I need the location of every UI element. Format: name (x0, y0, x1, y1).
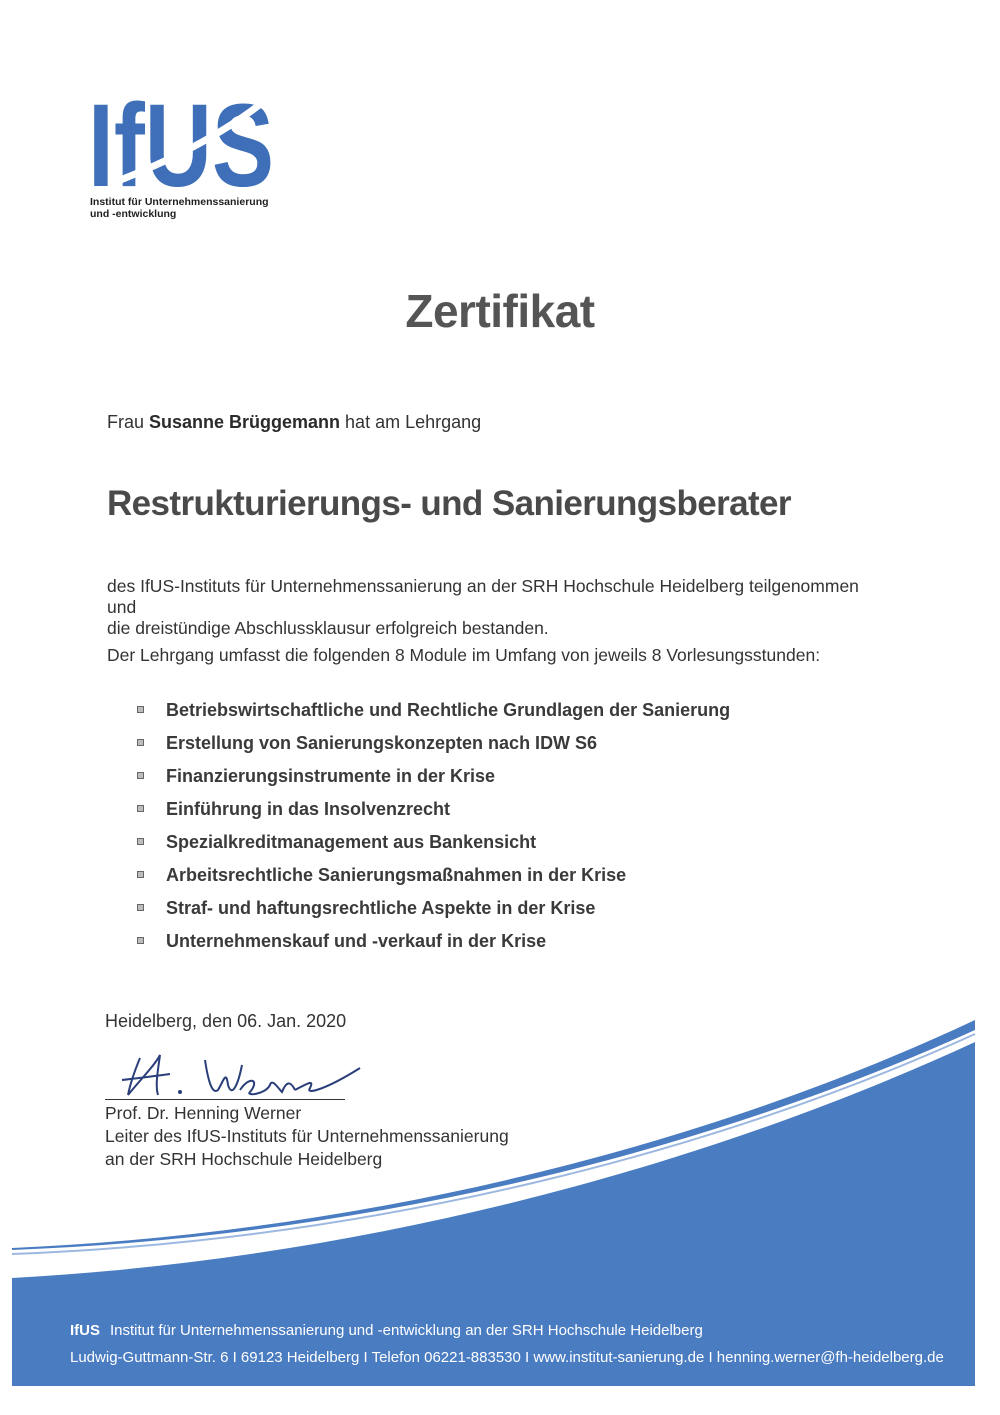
signer-name: Prof. Dr. Henning Werner (105, 1103, 302, 1123)
intro-prefix: Frau (107, 412, 150, 432)
footer-institute: Institut für Unternehmenssanierung und -entwicklung an der SRH Hochschule Heidelberg (110, 1322, 703, 1339)
footer-institute-line (70, 1322, 703, 1339)
completion-line2: die dreistündige Abschlussklausur erfolgreich bestanden. (107, 618, 549, 638)
signer-role-line1: Leiter des IfUS-Instituts für Unternehmenssanierung (105, 1126, 509, 1146)
logo-subtitle-line1: Institut für Unternehmenssanierung (90, 196, 269, 208)
signer-block (105, 1102, 509, 1171)
module-label: Finanzierungsinstrumente in der Krise (166, 766, 496, 786)
module-label: Erstellung von Sanierungskonzepten nach IDW S6 (166, 733, 598, 753)
footer-brand: IfUS (70, 1322, 100, 1339)
recipient-name: Susanne Brüggemann (149, 412, 341, 432)
module-label: Betriebswirtschaftliche und Rechtliche Grundlagen der Sanierung (166, 700, 731, 720)
footer-contact-line: Ludwig-Guttmann-Str. 6 I 69123 Heidelberg I Telefon 06221-883530 I www.institut-sanierung.de I henning.werner@fh-heidelberg.de (70, 1349, 944, 1366)
module-label: Straf- und haftungsrechtliche Aspekte in der Krise (166, 898, 596, 918)
intro-suffix: hat am Lehrgang (340, 412, 482, 432)
signature (100, 1040, 370, 1105)
course-title: Restrukturierungs- und Sanierungsberater (107, 484, 791, 523)
module-label: Arbeitsrechtliche Sanierungsmaßnahmen in der Krise (166, 865, 627, 885)
completion-line1: des IfUS-Instituts für Unternehmenssanierung an der SRH Hochschule Heidelberg teilgenommen und (107, 576, 859, 617)
logo-wordmark: IfUS (88, 92, 274, 192)
module-label: Einführung in das Insolvenzrecht (166, 799, 451, 819)
module-label: Spezialkreditmanagement aus Bankensicht (166, 832, 537, 852)
signer-role-line2: an der SRH Hochschule Heidelberg (105, 1149, 383, 1169)
modules-intro: Der Lehrgang umfasst die folgenden 8 Module im Umfang von jeweils 8 Vorlesungsstunden: (107, 645, 821, 665)
module-label: Unternehmenskauf und -verkauf in der Krise (166, 931, 547, 951)
signature-line (105, 1099, 345, 1100)
certificate-title: Zertifikat (405, 285, 595, 337)
place-date: Heidelberg, den 06. Jan. 2020 (105, 1011, 347, 1031)
logo-subtitle-line2: und -entwicklung (90, 208, 177, 220)
